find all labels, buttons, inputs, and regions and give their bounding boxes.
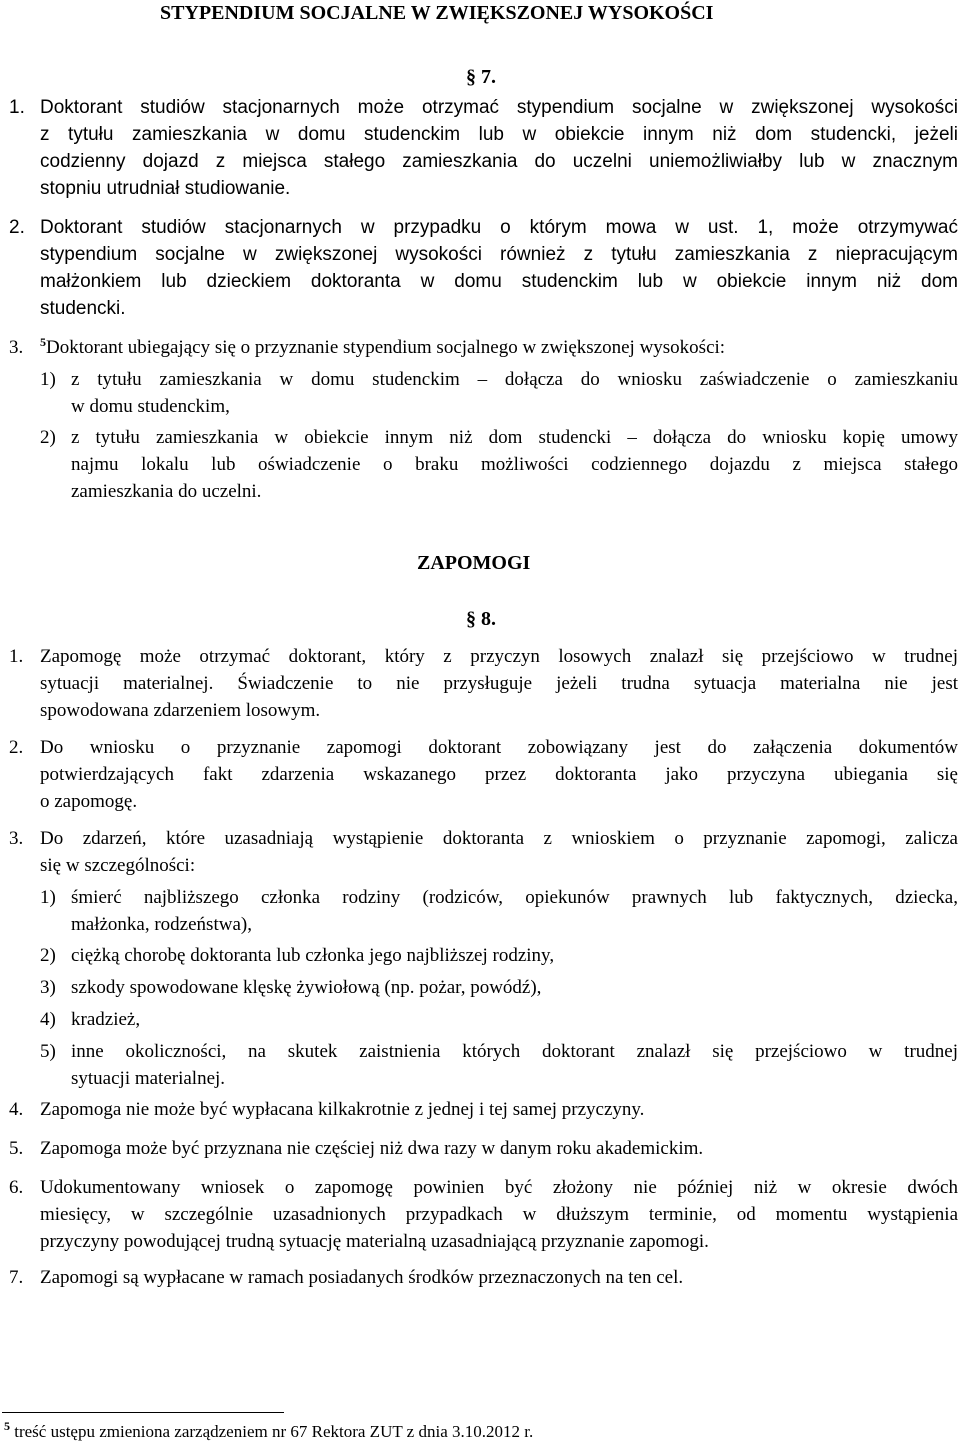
- paragraph-line: Doktorant studiów stacjonarnych w przypadku o którym mowa w ust. 1, może otrzymywać: [40, 217, 958, 238]
- section-title-zapomogi: ZAPOMOGI: [417, 552, 531, 574]
- paragraph-line: Zapomogi są wypłacane w ramach posiadanych środków przeznaczonych na ten cel.: [40, 1267, 684, 1288]
- paragraph-line: codzienny dojazd z miejsca stałego zamieszkania do uczelni uniemożliwiałby lub w znacznym: [40, 151, 958, 172]
- paragraph-line: spowodowana zdarzeniem losowym.: [40, 700, 321, 721]
- sub-list-line: szkody spowodowane klęskę żywiołową (np. pożar, powódź),: [71, 977, 542, 998]
- paragraph-line: potwierdzających fakt zdarzenia wskazanego przez doktoranta jako przyczyna ubiegania się: [40, 764, 958, 785]
- footnote-separator: [2, 1412, 284, 1413]
- sub-list-line: najmu lokalu lub oświadczenie o braku możliwości codziennego dojazdu z miejsca stałego: [71, 454, 958, 475]
- sub-list-number: 1): [40, 887, 56, 908]
- list-number: 2.: [9, 737, 24, 758]
- footnote-marker[interactable]: 5: [40, 335, 46, 349]
- paragraph-line: Udokumentowany wniosek o zapomogę powinien być złożony nie później niż w okresie dwóch: [40, 1177, 958, 1198]
- paragraph-line: Do zdarzeń, które uzasadniają wystąpienie doktoranta z wnioskiem o przyznanie zapomogi, zalicza: [40, 828, 958, 849]
- footnote-number: 5: [4, 1419, 10, 1433]
- sub-list-line: zamieszkania do uczelni.: [71, 481, 262, 502]
- paragraph-line: się w szczególności:: [40, 855, 196, 876]
- sub-list-line: z tytułu zamieszkania w obiekcie innym niż dom studencki – dołącza do wniosku kopię umowy: [71, 427, 958, 448]
- list-number: 3.: [9, 828, 24, 849]
- list-number: 5.: [9, 1138, 24, 1159]
- list-number: 7.: [9, 1267, 24, 1288]
- sub-list-number: 3): [40, 977, 56, 998]
- sub-list-line: ciężką chorobę doktoranta lub członka jego najbliższej rodziny,: [71, 945, 555, 966]
- paragraph-line: z tytułu zamieszkania w domu studenckim lub w obiekcie innym niż dom studencki, jeżeli: [40, 124, 958, 145]
- paragraph-line: o zapomogę.: [40, 791, 138, 812]
- section-title-stypendium: STYPENDIUM SOCJALNE W ZWIĘKSZONEJ WYSOKOŚCI: [160, 2, 714, 24]
- paragraph-intro: [40, 334, 725, 361]
- list-number: 6.: [9, 1177, 24, 1198]
- paragraph-line: Do wniosku o przyznanie zapomogi doktorant zobowiązany jest do załączenia dokumentów: [40, 737, 958, 758]
- sub-list-line: w domu studenckim,: [71, 396, 230, 417]
- sub-list-number: 5): [40, 1041, 56, 1062]
- paragraph-line: Doktorant studiów stacjonarnych może otrzymać stypendium socjalne w zwiększonej wysokości: [40, 97, 958, 118]
- paragraph-line: przyczyny powodującej trudną sytuację materialną uzasadniającą przyznanie zapomogi.: [40, 1231, 709, 1252]
- sub-list-line: z tytułu zamieszkania w domu studenckim – dołącza do wniosku zaświadczenie o zamieszkaniu: [71, 369, 958, 390]
- footnote: [4, 1418, 533, 1445]
- paragraph-intro-text: Doktorant ubiegający się o przyznanie stypendium socjalnego w zwiększonej wysokości:: [46, 337, 726, 358]
- sub-list-line: kradzież,: [71, 1009, 141, 1030]
- sub-list-line: małżonka, rodzeństwa),: [71, 914, 252, 935]
- paragraph-number-8: § 8.: [466, 608, 496, 630]
- list-number: 4.: [9, 1099, 24, 1120]
- sub-list-line: inne okoliczności, na skutek zaistnienia których doktorant znalazł się przejściowo w trudnej: [71, 1041, 958, 1062]
- paragraph-number-7: § 7.: [466, 66, 496, 88]
- sub-list-number: 2): [40, 945, 56, 966]
- list-number: 3.: [9, 337, 24, 358]
- paragraph-line: sytuacji materialnej. Świadczenie to nie przysługuje jeżeli trudna sytuacja materialna nie jest: [40, 673, 958, 694]
- paragraph-line: miesięcy, w szczególnie uzasadnionych przypadkach w dłuższym terminie, od momentu wystąpienia: [40, 1204, 958, 1225]
- paragraph-line: Zapomoga nie może być wypłacana kilkakrotnie z jednej i tej samej przyczyny.: [40, 1099, 645, 1120]
- sub-list-number: 2): [40, 427, 56, 448]
- sub-list-line: śmierć najbliższego członka rodziny (rodziców, opiekunów prawnych lub faktycznych, dziecka,: [71, 887, 958, 908]
- paragraph-line: studencki.: [40, 298, 126, 319]
- footnote-text: treść ustępu zmieniona zarządzeniem nr 67 Rektora ZUT z dnia 3.10.2012 r.: [14, 1422, 534, 1441]
- sub-list-number: 1): [40, 369, 56, 390]
- sub-list-line: sytuacji materialnej.: [71, 1068, 226, 1089]
- paragraph-line: Zapomoga może być przyznana nie częściej niż dwa razy w danym roku akademickim.: [40, 1138, 704, 1159]
- paragraph-line: stypendium socjalne w zwiększonej wysokości również z tytułu zamieszkania z niepracującym: [40, 244, 958, 265]
- paragraph-line: małżonkiem lub dzieckiem doktoranta w domu studenckim lub w obiekcie innym niż dom: [40, 271, 958, 292]
- list-number: 1.: [9, 646, 24, 667]
- paragraph-line: Zapomogę może otrzymać doktorant, który z przyczyn losowych znalazł się przejściowo w trudnej: [40, 646, 958, 667]
- paragraph-line: stopniu utrudniał studiowanie.: [40, 178, 291, 199]
- list-number: 2.: [9, 217, 25, 238]
- list-number: 1.: [9, 97, 25, 118]
- sub-list-number: 4): [40, 1009, 56, 1030]
